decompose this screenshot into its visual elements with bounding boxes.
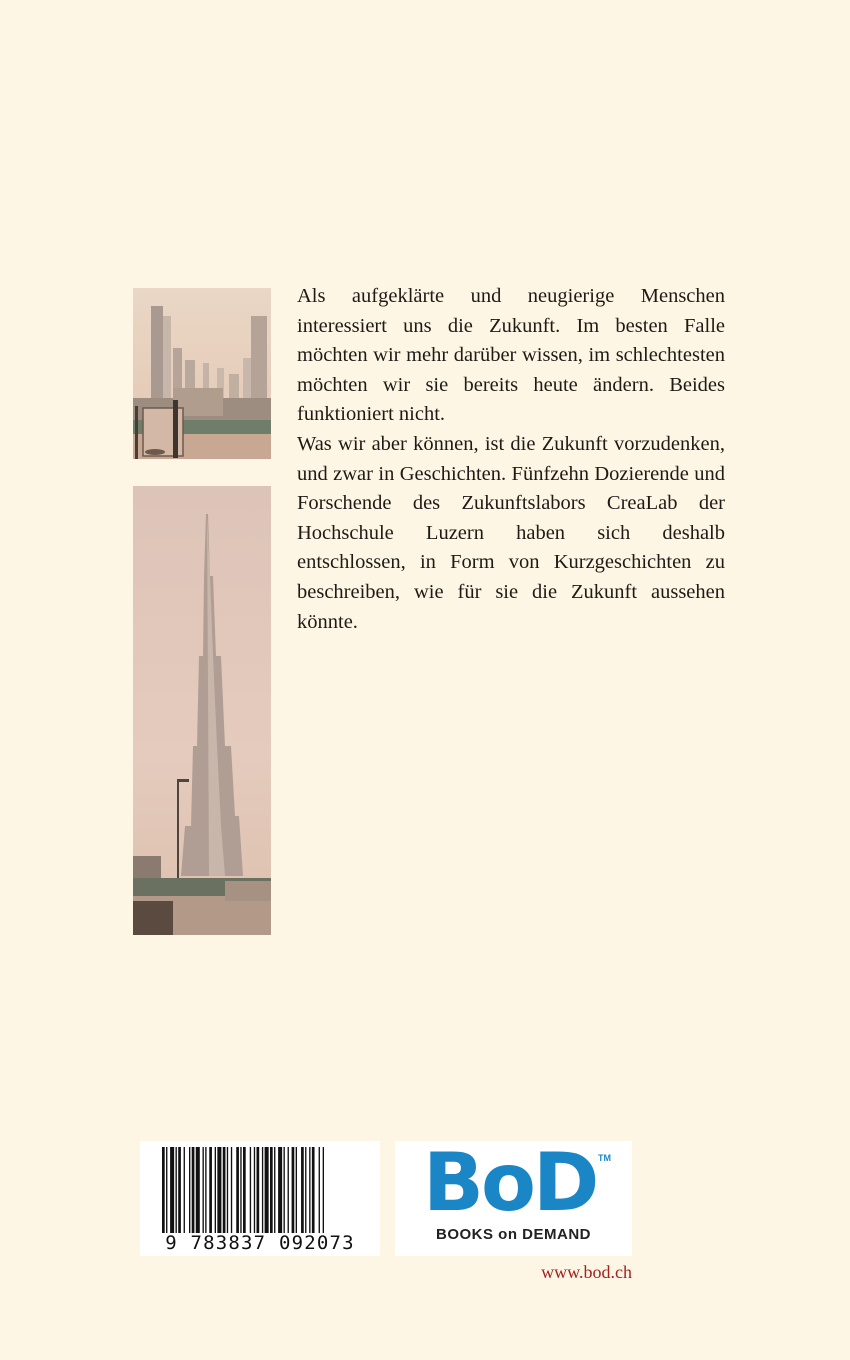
trademark-symbol: TM: [598, 1153, 611, 1163]
isbn-barcode: [140, 1141, 380, 1256]
publisher-tagline: BOOKS on DEMAND: [436, 1226, 591, 1243]
publisher-logo: [395, 1136, 632, 1256]
isbn-number: 9 783837 092073: [165, 1232, 355, 1254]
bod-logo-letters: BoD: [423, 1136, 597, 1229]
skyline-photo: [133, 288, 271, 459]
tower-photo: [133, 486, 271, 935]
blurb-paragraph-2: Was wir aber können, ist die Zukunft vorzudenken, und zwar in Geschichten. Fünfzehn Dozierende und Forschende des Zukunftslabors CreaLab der Hochschule Luzern haben sich deshalb entschlossen, in Form von Kurzgeschichten zu beschreiben, wie für sie die Zukunft aussehen könnte.: [297, 432, 725, 633]
blurb-paragraph-1: Als aufgeklärte und neugierige Menschen interessiert uns die Zukunft. Im besten Falle möchten wir mehr darüber wissen, im schlechtesten möchten wir sie bereits heute ändern. Beides funktioniert nicht.: [297, 285, 725, 426]
publisher-website: www.bod.ch: [541, 1262, 632, 1282]
back-cover-blurb: [297, 282, 725, 637]
